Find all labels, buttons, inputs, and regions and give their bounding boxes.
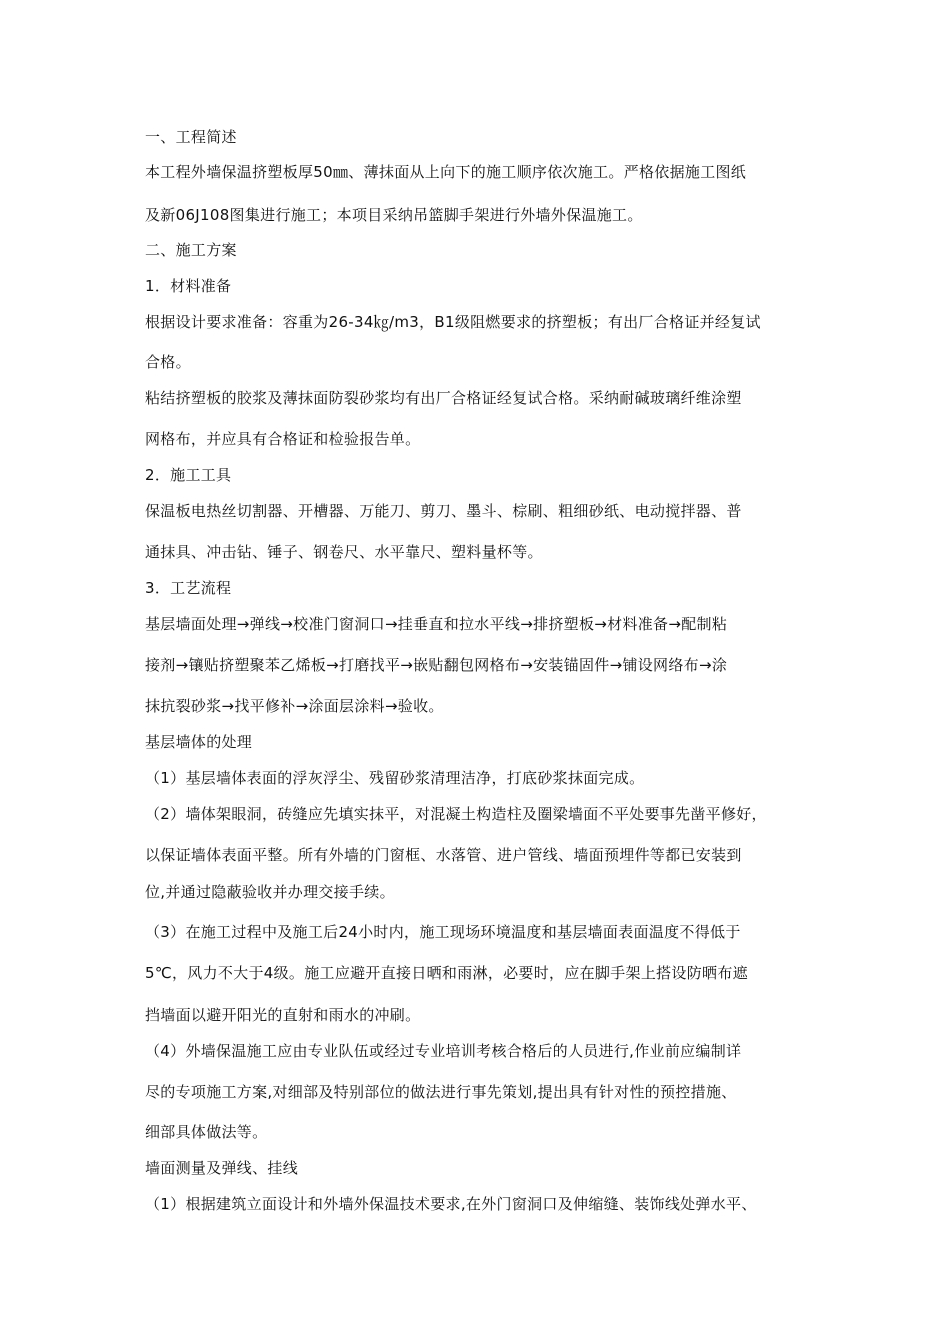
paragraph-line: 位,并通过隐蔽验收并办理交接手续。 [145,883,395,901]
paragraph-line: （2）墙体架眼洞，砖缝应先填实抹平，对混凝土构造柱及圈梁墙面不平处要事先凿平修好， [145,805,767,823]
paragraph-line: 挡墙面以避开阳光的直射和雨水的冲刷。 [145,1006,421,1024]
paragraph-line: 粘结挤塑板的胶浆及薄抹面防裂砂浆均有出厂合格证经复试合格。采纳耐碱玻璃纤维涂塑 [145,389,742,407]
paragraph-line: 基层墙面处理→弹线→校准门窗洞口→挂垂直和拉水平线→排挤塑板→材料准备→配制粘 [145,615,728,633]
paragraph-line: 接剂→镶贴挤塑聚苯乙烯板→打磨找平→嵌贴翻包网格布→安装锚固件→铺设网络布→涂 [145,656,728,674]
subheading-wall-survey: 墙面测量及弹线、挂线 [145,1159,299,1177]
heading-project-overview: 一、工程简述 [145,128,237,146]
subheading-process-flow: 3．工艺流程 [145,579,232,597]
paragraph-line: 本工程外墙保温挤塑板厚50㎜、薄抹面从上向下的施工顺序依次施工。严格依据施工图纸 [145,163,747,181]
paragraph-line: （1）基层墙体表面的浮灰浮尘、残留砂浆清理洁净，打底砂浆抹面完成。 [145,769,645,787]
paragraph-line: 网格布，并应具有合格证和检验报告单。 [145,430,421,448]
subheading-tools: 2．施工工具 [145,466,232,484]
paragraph-line: 尽的专项施工方案,对细部及特别部位的做法进行事先策划,提出具有针对性的预控措施、 [145,1083,737,1101]
paragraph-line: 通抹具、冲击钻、锤子、钢卷尺、水平靠尺、塑料量杯等。 [145,543,543,561]
subheading-base-wall: 基层墙体的处理 [145,733,253,751]
paragraph-line: （4）外墙保温施工应由专业队伍或经过专业培训考核合格后的人员进行,作业前应编制详 [145,1042,742,1060]
heading-construction-plan: 二、施工方案 [145,241,237,259]
paragraph-line: 及新06J108图集进行施工；本项目采纳吊篮脚手架进行外墙外保温施工。 [145,206,643,224]
paragraph-line: 抹抗裂砂浆→找平修补→涂面层涂料→验收。 [145,697,444,715]
paragraph-line: 细部具体做法等。 [145,1123,268,1141]
paragraph-line: 合格。 [145,353,191,371]
subheading-materials: 1．材料准备 [145,277,232,295]
paragraph-line: 根据设计要求准备：容重为26-34㎏/m3，B1级阻燃要求的挤塑板；有出厂合格证并经复试 [145,313,761,331]
paragraph-line: 保温板电热丝切割器、开槽器、万能刀、剪刀、墨斗、棕刷、粗细砂纸、电动搅拌器、普 [145,502,742,520]
paragraph-line: （3）在施工过程中及施工后24小时内，施工现场环境温度和基层墙面表面温度不得低于 [145,923,741,941]
paragraph-line: 5℃，风力不大于4级。施工应避开直接日晒和雨淋，必要时，应在脚手架上搭设防晒布遮 [145,964,748,982]
paragraph-line: （1）根据建筑立面设计和外墙外保温技术要求,在外门窗洞口及伸缩缝、装饰线处弹水平、 [145,1195,757,1213]
paragraph-line: 以保证墙体表面平整。所有外墙的门窗框、水落管、进户管线、墙面预埋件等都已安装到 [145,846,742,864]
